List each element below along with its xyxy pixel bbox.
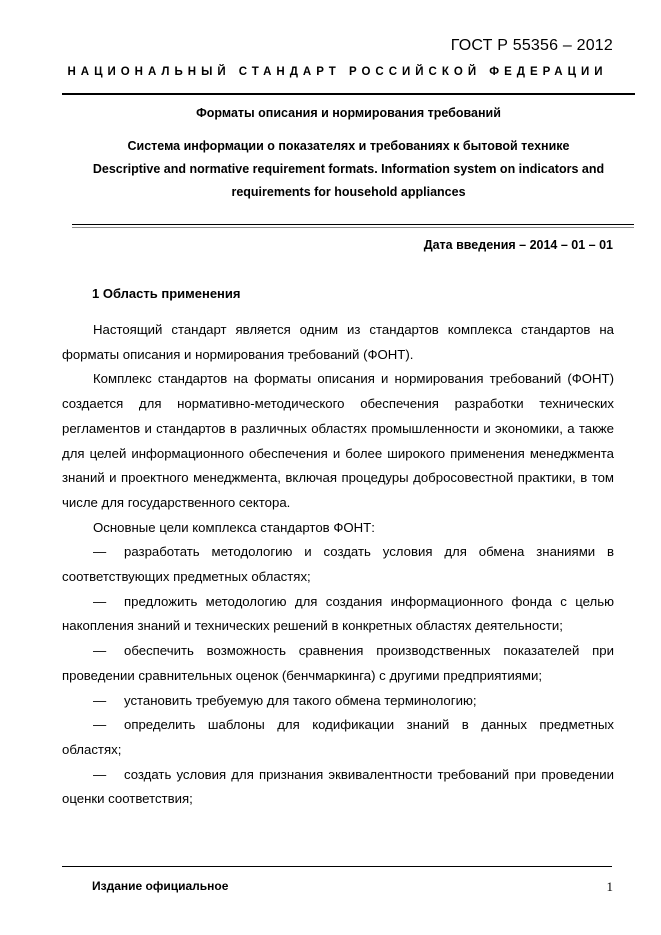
title-rule <box>72 224 634 225</box>
page-number: 1 <box>606 879 613 894</box>
dash-marker: — <box>93 766 107 782</box>
footer-rule <box>62 866 612 867</box>
standard-type-heading: НАЦИОНАЛЬНЫЙ СТАНДАРТ РОССИЙСКОЙ ФЕДЕРАЦИИ <box>67 66 608 78</box>
list-item-text: установить требуемую для такого обмена терминологию; <box>124 692 477 708</box>
title-rule-secondary <box>72 227 634 228</box>
dash-marker: — <box>93 643 107 659</box>
dash-marker: — <box>93 717 107 733</box>
title-subtitle-en: Descriptive and normative requirement formats. Information system on indicators and requirements for household appliances <box>92 162 605 199</box>
section-heading: 1 Область применения <box>92 286 241 301</box>
list-item-text: предложить методологию для создания информационного фонда с целью накопления знаний и технических решений в конкретных областях деятельности; <box>62 593 614 634</box>
list-item <box>62 713 614 762</box>
list-item <box>62 590 614 639</box>
list-item <box>62 689 614 714</box>
list-item-text: создать условия для признания эквивалентности требований при проведении оценки соответствия; <box>62 766 614 807</box>
header-rule <box>62 93 635 95</box>
title-main: Форматы описания и нормирования требований <box>196 106 501 120</box>
title-subtitle-ru: Система информации о показателях и требованиях к бытовой технике <box>127 139 570 153</box>
dash-marker: — <box>93 692 107 708</box>
list-item <box>62 763 614 812</box>
list-item-text: обеспечить возможность сравнения производственных показателей при проведении сравнительных оценок (бенчмаркинга) с другими предприятиями; <box>62 643 614 683</box>
introduction-date: Дата введения – 2014 – 01 – 01 <box>423 238 613 252</box>
list-item-text: определить шаблоны для кодификации знаний в данных предметных областях; <box>62 717 614 757</box>
list-item <box>62 639 614 688</box>
list-item-text: разработать методологию и создать условия для обмена знаниями в соответствующих предметных областях; <box>62 544 614 585</box>
list-item <box>62 540 614 589</box>
dash-marker: — <box>93 544 107 560</box>
paragraph: Настоящий стандарт является одним из стандартов комплекса стандартов на форматы описания и нормирования требований (ФОНТ). <box>62 322 614 362</box>
dash-marker: — <box>93 593 107 609</box>
paragraph: Основные цели комплекса стандартов ФОНТ: <box>93 519 375 535</box>
paragraph: Комплекс стандартов на форматы описания и нормирования требований (ФОНТ) создается для нормативно-методического обеспечения разработки технических регламентов и стандартов в различных областях промышленности и экономики, а также для целей информационного обеспечения и более широкого применения менеджмента знаний и проектного менеджмента, включая процедуры добросовестной практики, в том числе для государственного сектора. <box>62 371 614 510</box>
edition-label: Издание официальное <box>92 879 229 893</box>
document-number: ГОСТ Р 55356 – 2012 <box>450 37 613 54</box>
section-body <box>62 318 614 812</box>
title-block <box>62 102 635 204</box>
